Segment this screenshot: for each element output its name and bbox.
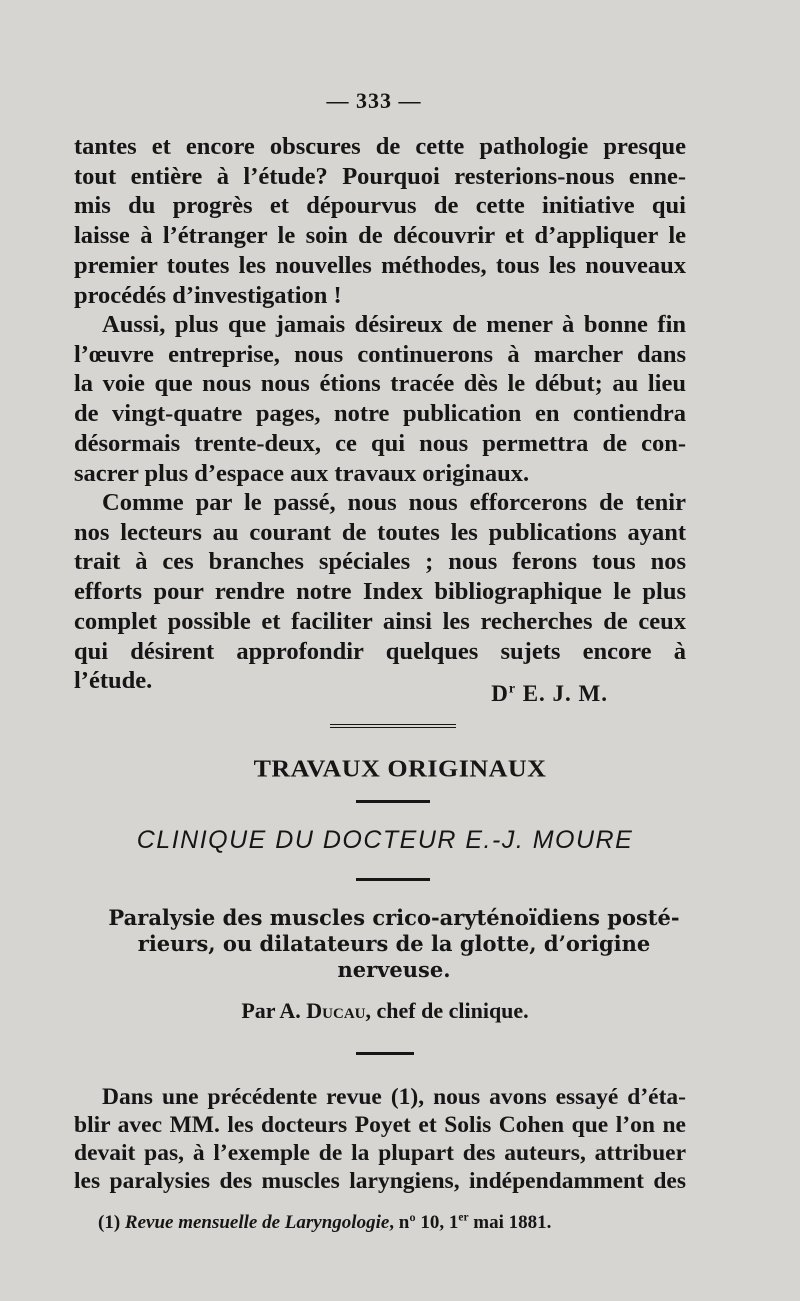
text-line: les paralysies des muscles laryngiens, indépendamment des bbox=[74, 1168, 686, 1194]
wavy-divider bbox=[330, 724, 456, 731]
footnote-issue: , nº 10, 1 bbox=[389, 1212, 459, 1233]
footnote-journal: Revue mensuelle de Laryngologie bbox=[124, 1212, 390, 1233]
signature-title-sup: r bbox=[508, 680, 516, 696]
text-line: Aussi, plus que jamais désireux de mener à bonne fin bbox=[102, 311, 686, 338]
text-line: désormais trente-deux, ce qui nous permettra de con- bbox=[74, 429, 686, 457]
page-number: — 333 — bbox=[326, 88, 422, 113]
byline-suffix: , chef de clinique. bbox=[365, 998, 529, 1023]
text-line: premier toutes les nouvelles méthodes, tous les nouveaux bbox=[74, 251, 686, 279]
section-heading: TRAVAUX ORIGINAUX bbox=[253, 754, 547, 783]
text-line: laisse à l’étranger le soin de découvrir et d’appliquer le bbox=[74, 222, 686, 250]
article-title-line: rieurs, ou dilatateurs de la glotte, d’origine bbox=[137, 931, 651, 956]
intro-paragraph-1 bbox=[74, 132, 686, 310]
footnote bbox=[98, 1212, 551, 1234]
signature-name: E. J. M. bbox=[515, 681, 608, 706]
text-line: blir avec MM. les docteurs Poyet et Solis Cohen que l’on ne bbox=[74, 1112, 686, 1138]
signature-title: D bbox=[491, 681, 509, 706]
text-line: devait pas, à l’exemple de la plupart des auteurs, attribuer bbox=[74, 1140, 686, 1166]
footnote-issue-sup: er bbox=[458, 1211, 469, 1224]
article-title-line: nerveuse. bbox=[337, 957, 451, 982]
footnote-date: mai 1881. bbox=[468, 1212, 552, 1233]
text-line: qui désirent approfondir quelques sujets encore à bbox=[74, 637, 686, 665]
text-line: tantes et encore obscures de cette pathologie presque bbox=[74, 133, 686, 160]
article-byline bbox=[0, 998, 770, 1024]
text-line: Comme par le passé, nous nous efforcerons de tenir bbox=[102, 489, 686, 516]
text-line: complet possible et faciliter ainsi les recherches de ceux bbox=[74, 607, 686, 635]
text-line: la voie que nous nous étions tracée dès le début; au lieu bbox=[74, 370, 686, 398]
byline-prefix: Par A. bbox=[241, 998, 307, 1023]
article-title bbox=[102, 905, 686, 983]
byline-divider bbox=[356, 1052, 414, 1055]
text-line: l’étude. bbox=[74, 667, 153, 695]
text-line: efforts pour rendre notre Index bibliographique le plus bbox=[74, 578, 686, 606]
article-title-line: Paralysie des muscles crico-aryténoïdiens posté- bbox=[108, 905, 680, 930]
text-line: sacrer plus d’espace aux travaux originaux. bbox=[74, 459, 530, 487]
clinic-heading: CLINIQUE DU DOCTEUR E.-J. MOURE bbox=[136, 826, 634, 854]
editor-signature bbox=[0, 681, 608, 707]
footnote-marker: (1) bbox=[98, 1212, 125, 1233]
text-line: mis du progrès et dépourvus de cette initiative qui bbox=[74, 192, 686, 220]
text-line: tout entière à l’étude? Pourquoi resterions-nous enne- bbox=[74, 162, 686, 190]
intro-paragraph-2 bbox=[74, 310, 686, 488]
text-line: Dans une précédente revue (1), nous avons essayé d’éta- bbox=[102, 1084, 686, 1110]
text-line: de vingt-quatre pages, notre publication en contiendra bbox=[74, 400, 686, 428]
clinic-divider bbox=[356, 878, 430, 881]
text-line: procédés d’investigation ! bbox=[74, 281, 342, 309]
intro-paragraph-3 bbox=[74, 488, 686, 696]
text-line: nos lecteurs au courant de toutes les publications ayant bbox=[74, 518, 686, 546]
text-line: l’œuvre entreprise, nous continuerons à marcher dans bbox=[74, 340, 686, 368]
article-body bbox=[74, 1083, 686, 1195]
text-line: trait à ces branches spéciales ; nous ferons tous nos bbox=[74, 548, 686, 576]
section-divider bbox=[356, 800, 430, 803]
byline-author: Ducau bbox=[306, 998, 366, 1023]
